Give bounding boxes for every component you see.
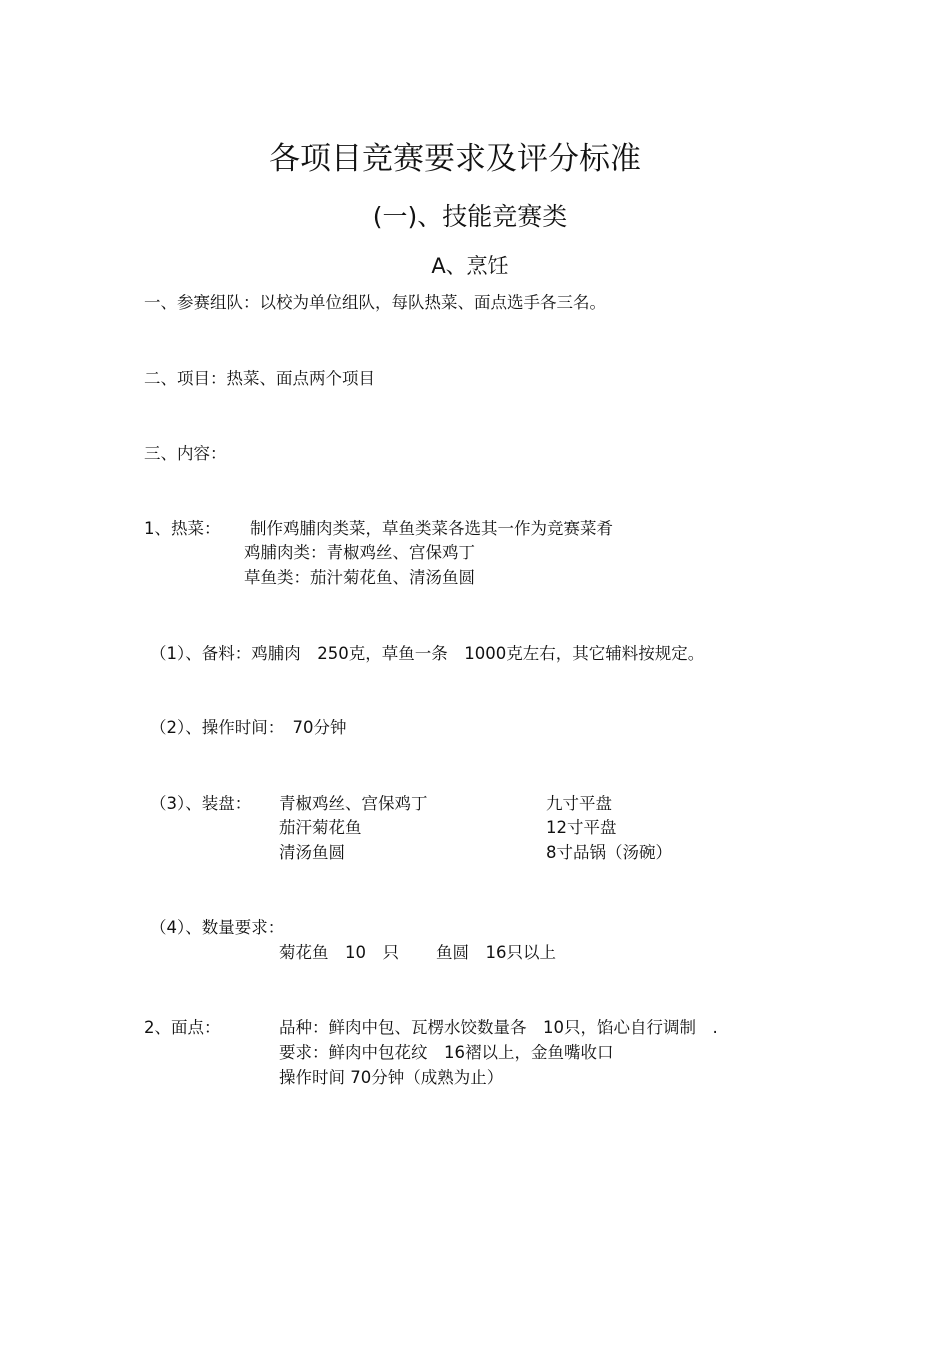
- plating-plate: 8寸品锅（汤碗）: [546, 843, 672, 862]
- page-title: 各项目竞赛要求及评分标准: [269, 141, 641, 177]
- plating-plate: 九寸平盘: [546, 794, 612, 813]
- pastry-line-2: 要求：鲜肉中包花纹 16褶以上，金鱼嘴收口: [279, 1043, 614, 1062]
- plating-dish: 青椒鸡丝、宫保鸡丁: [279, 794, 428, 813]
- hot-dish-line-3: 草鱼类：茄汁菊花鱼、清汤鱼圆: [244, 568, 475, 587]
- content-item: 三、内容：: [144, 444, 227, 463]
- time-item: （2）、操作时间： 70分钟: [150, 718, 347, 737]
- quantity-fish: 菊花鱼 10 只: [279, 943, 399, 962]
- prep-item: （1）、备料：鸡脯肉 250克，草鱼一条 1000克左右，其它辅料按规定。: [150, 644, 705, 663]
- team-item: 一、参赛组队：以校为单位组队，每队热菜、面点选手各三名。: [144, 293, 606, 312]
- quantity-fishball: 鱼圆 16只以上: [436, 943, 556, 962]
- plating-label: （3）、装盘：: [150, 794, 252, 813]
- hot-dish-label: 1、热菜：: [144, 519, 221, 538]
- plating-dish: 茄汗菊花鱼: [279, 818, 362, 837]
- project-item: 二、项目：热菜、面点两个项目: [144, 369, 375, 388]
- quantity-label: （4）、数量要求：: [150, 918, 285, 937]
- plating-plate: 12寸平盘: [546, 818, 617, 837]
- pastry-line-1: 品种：鲜肉中包、瓦楞水饺数量各 10只，馅心自行调制 .: [279, 1018, 718, 1037]
- page-subtitle: (一)、技能竞赛类: [372, 202, 568, 231]
- hot-dish-line-2: 鸡脯肉类：青椒鸡丝、宫保鸡丁: [244, 543, 475, 562]
- plating-dish: 清汤鱼圆: [279, 843, 345, 862]
- hot-dish-line-1: 制作鸡脯肉类菜，草鱼类菜各选其一作为竞赛菜肴: [250, 519, 613, 538]
- section-heading: A、烹饪: [431, 254, 509, 278]
- pastry-line-3: 操作时间 70分钟（成熟为止）: [279, 1068, 504, 1087]
- pastry-label: 2、面点：: [144, 1018, 221, 1037]
